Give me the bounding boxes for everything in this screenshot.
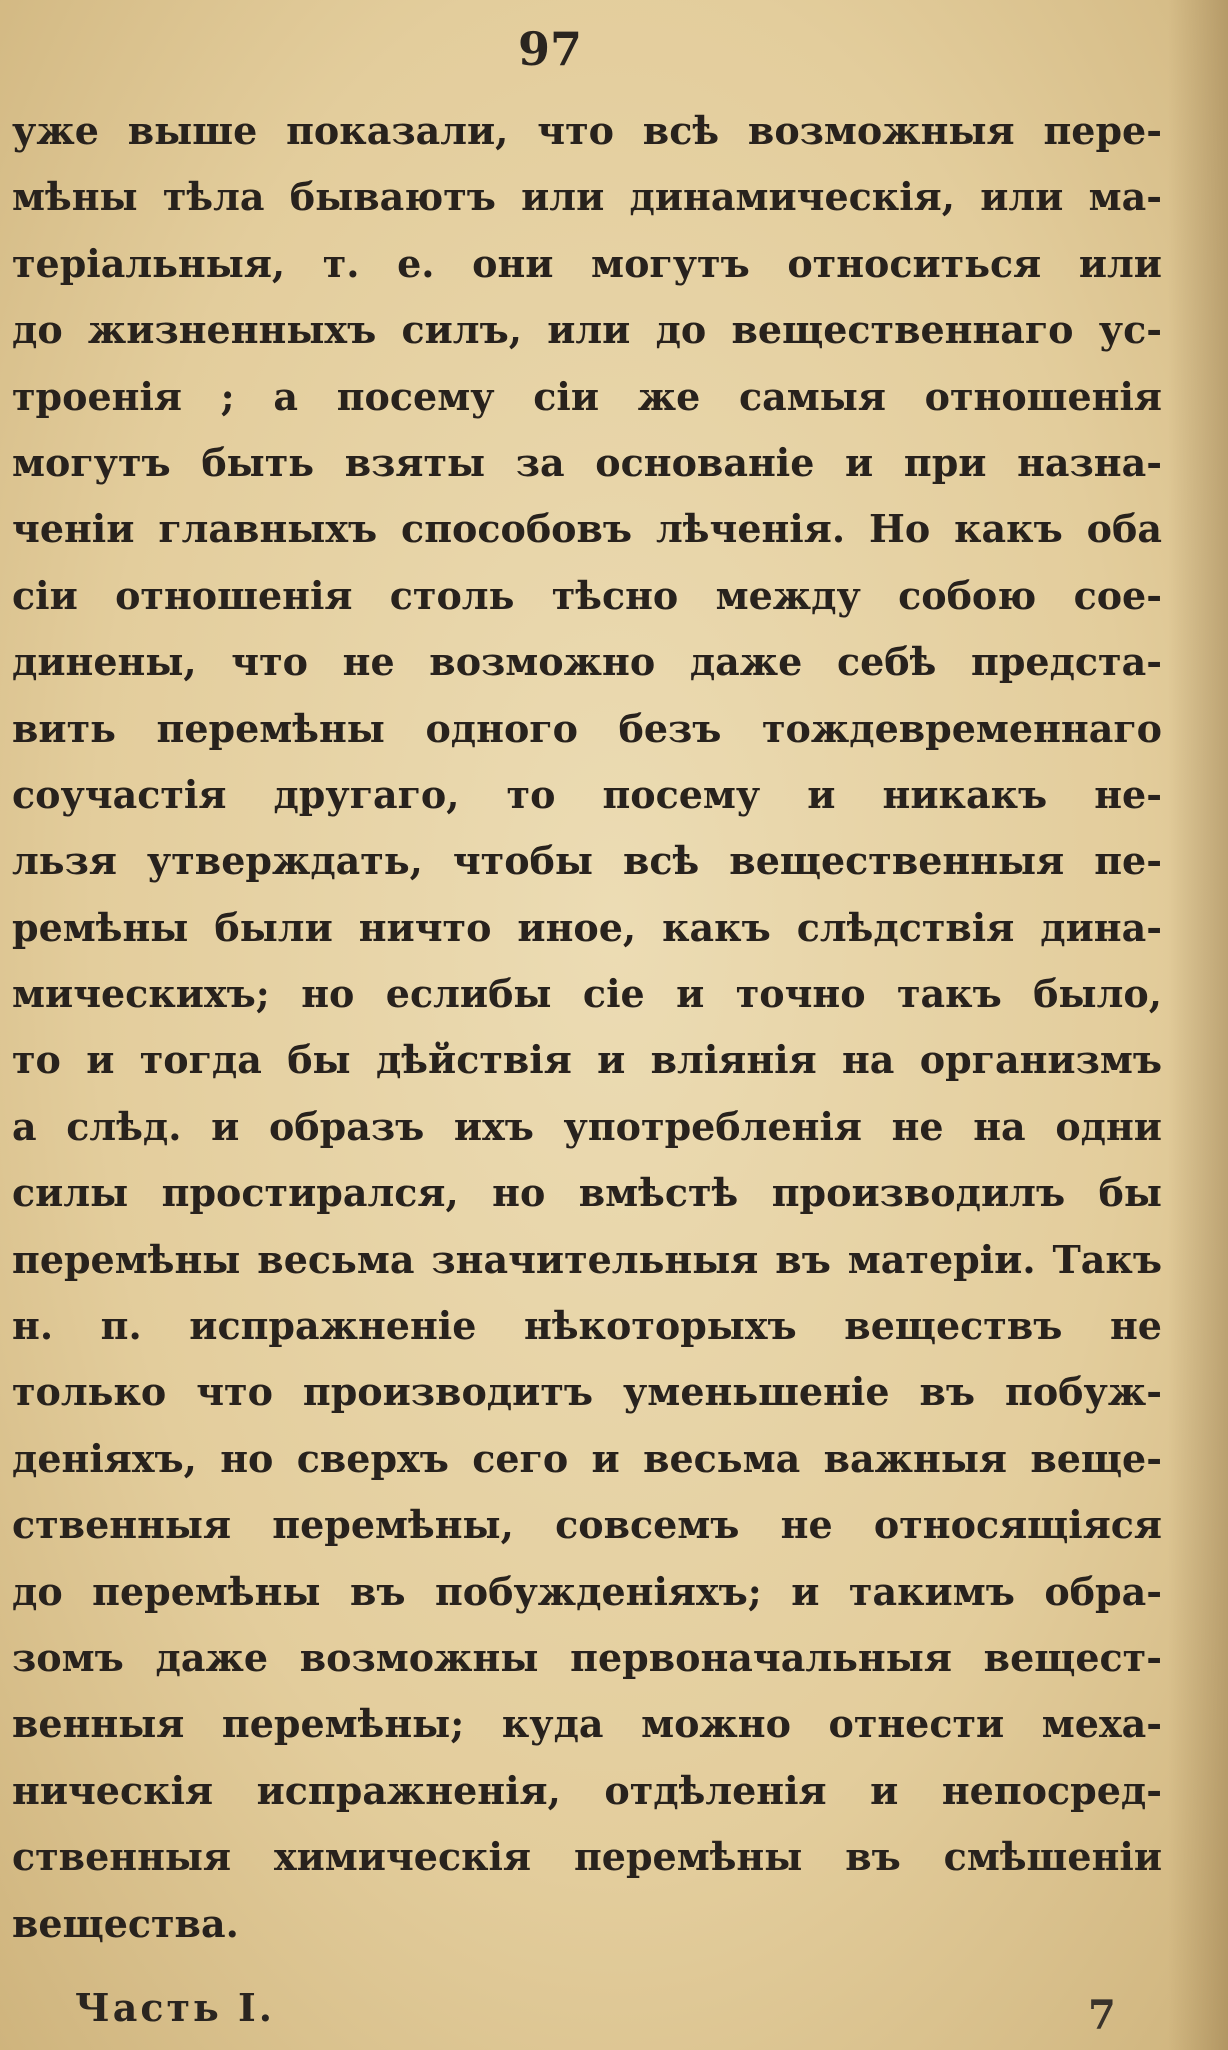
text-line: зомъ даже возможны первоначальныя вещест- xyxy=(12,1634,1162,1680)
text-line: ремѣны были ничто иное, какъ слѣдствія дина- xyxy=(12,904,1162,950)
text-line: до жизненныхъ силъ, или до вещественнаго ус- xyxy=(12,307,1162,353)
text-line: только что производитъ уменьшеніе въ побуж- xyxy=(12,1369,1162,1415)
signature-mark: Часть I. xyxy=(75,1985,276,2030)
text-line: динены, что не возможно даже себѣ предста- xyxy=(12,639,1162,685)
text-line: ственныя перемѣны, совсемъ не относящіяся xyxy=(12,1502,1162,1548)
text-line: ченіи главныхъ способовъ лѣченія. Но какъ оба xyxy=(12,506,1162,552)
text-line: н. п. испражненіе нѣкоторыхъ веществъ не xyxy=(12,1303,1162,1349)
gathering-mark: 7 xyxy=(1088,1992,1116,2039)
text-line: ственныя химическія перемѣны въ смѣшеніи xyxy=(12,1834,1162,1880)
body-text xyxy=(12,98,1162,1957)
text-line: венныя перемѣны; куда можно отнести меха- xyxy=(12,1701,1162,1747)
text-line: могутъ быть взяты за основаніе и при назна- xyxy=(12,439,1162,485)
text-line: вещества. xyxy=(12,1900,239,1946)
text-line: силы простирался, но вмѣстѣ производилъ бы xyxy=(12,1170,1162,1216)
text-line: мѣны тѣла бываютъ или динамическія, или ма- xyxy=(12,174,1162,220)
text-line: соучастія другаго, то посему и никакъ не- xyxy=(12,771,1162,817)
text-line: то и тогда бы дѣйствія и вліянія на организмъ xyxy=(12,1037,1162,1083)
text-line: льзя утверждать, чтобы всѣ вещественныя пе- xyxy=(12,838,1162,884)
text-line: ническія испражненія, отдѣленія и непосред- xyxy=(12,1767,1162,1813)
page-number: 97 xyxy=(517,22,582,76)
text-line: деніяхъ, но сверхъ сего и весьма важныя веще- xyxy=(12,1435,1162,1481)
text-line: уже выше показали, что всѣ возможныя пере- xyxy=(12,108,1162,153)
text-line: вить перемѣны одного безъ тождевременнаго xyxy=(12,705,1162,751)
text-line: а слѣд. и образъ ихъ употребленія не на одни xyxy=(12,1103,1162,1149)
text-line: мическихъ; но еслибы сіе и точно такъ было, xyxy=(12,971,1162,1017)
text-line: теріальныя, т. е. они могутъ относиться или xyxy=(12,240,1162,286)
text-line: перемѣны весьма значительныя въ матеріи. Такъ xyxy=(12,1236,1162,1282)
text-line: сіи отношенія столь тѣсно между собою сое- xyxy=(12,572,1162,618)
text-line: до перемѣны въ побужденіяхъ; и такимъ обра- xyxy=(12,1568,1162,1614)
page-edge-shadow xyxy=(1168,0,1228,2050)
text-line: троенія ; а посему сіи же самыя отношенія xyxy=(12,373,1162,419)
